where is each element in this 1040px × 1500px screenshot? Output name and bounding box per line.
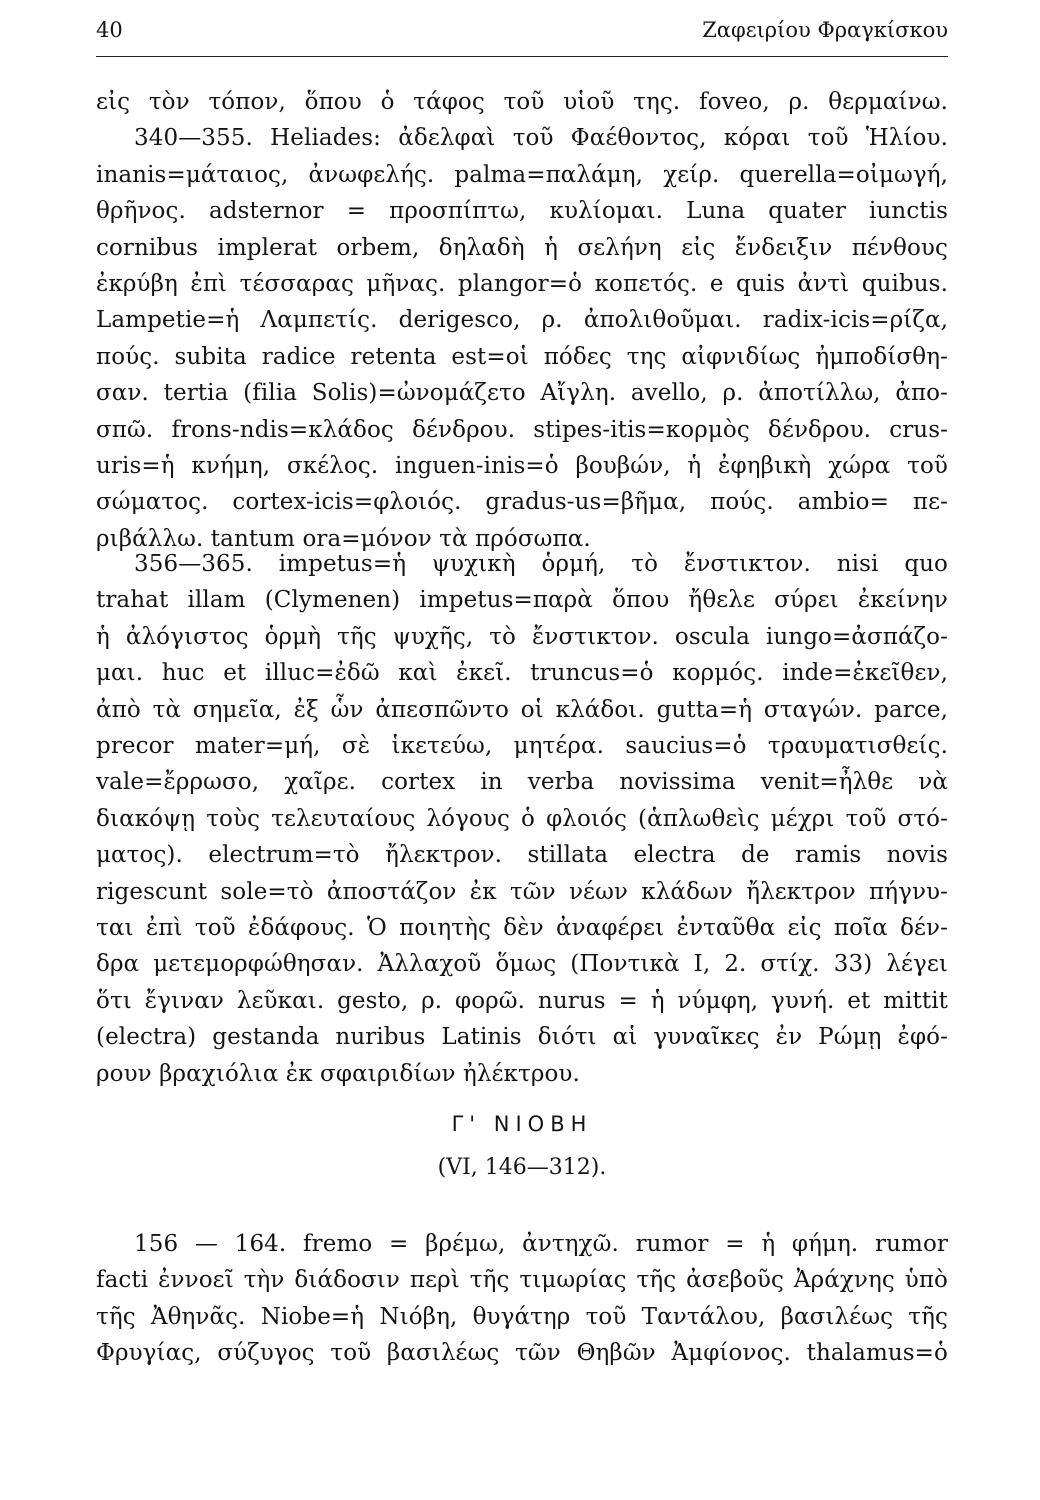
text-line: σώματος. cortex-icis=φλοιός. gradus-us=βῆμα, πούς. ambio= πε- bbox=[96, 489, 948, 516]
text-line: μαι. huc et illuc=ἐδῶ καὶ ἐκεῖ. truncus=ὁ κορμός. inde=ἐκεῖθεν, bbox=[96, 660, 948, 687]
text-line: precor mater=μή, σὲ ἱκετεύω, μητέρα. saucius=ὁ τραυματισθείς. bbox=[96, 733, 948, 760]
text-line: ρουν βραχιόλια ἐκ σφαιριδίων ἠλέκτρου. bbox=[96, 1060, 580, 1087]
text-line: uris=ἡ κνήμη, σκέλος. inguen-inis=ὁ βουβών, ἡ ἐφηβικὴ χώρα τοῦ bbox=[96, 453, 948, 480]
text-line: rigescunt sole=τὸ ἀποστάζον ἐκ τῶν νέων κλάδων ἤλεκτρον πήγνυ- bbox=[96, 878, 948, 905]
paragraph-340-355 bbox=[96, 84, 948, 557]
text-line: (electra) gestanda nuribus Latinis διότι αἱ γυναῖκες ἐν Ρώμῃ ἐφό- bbox=[96, 1024, 948, 1051]
text-line: 356—365. impetus=ἡ ψυχικὴ ὁρμή, τὸ ἔνστικτον. nisi quo bbox=[134, 551, 948, 577]
text-line: Lampetie=ἡ Λαμπετίς. derigesco, ρ. ἀπολιθοῦμαι. radix-icis=ρίζα, bbox=[96, 307, 948, 334]
text-line: inanis=μάταιος, ἀνωφελής. palma=παλάμη, χείρ. querella=οἰμωγή, bbox=[96, 161, 948, 188]
text-line: 340—355. Heliades: ἀδελφαὶ τοῦ Φαέθοντος, κόραι τοῦ Ἡλίου. bbox=[134, 125, 948, 152]
text-line: θρῆνος. adsternor = προσπίπτω, κυλίομαι. Luna quater iunctis bbox=[96, 198, 948, 225]
text-line: ματος). electrum=τὸ ἤλεκτρον. stillata electra de ramis novis bbox=[96, 842, 948, 869]
text-line: facti ἐννοεῖ τὴν διάδοσιν περὶ τῆς τιμωρίας τῆς ἀσεβοῦς Ἀράχνης ὑπὸ bbox=[96, 1267, 948, 1294]
header-rule bbox=[96, 56, 948, 57]
section-subtitle: (VI, 146—312). bbox=[437, 1155, 607, 1180]
text-line: trahat illam (Clymenen) impetus=παρὰ ὅπου ἤθελε σύρει ἐκείνην bbox=[96, 587, 948, 614]
page-header bbox=[96, 18, 948, 52]
text-line: ται ἐπὶ τοῦ ἐδάφους. Ὁ ποιητὴς δὲν ἀναφέρει ἐνταῦθα εἰς ποῖα δέν- bbox=[96, 915, 948, 942]
text-line: ὅτι ἔγιναν λεῦκαι. gesto, ρ. φορῶ. nurus = ἡ νύμφη, γυνή. et mittit bbox=[96, 987, 948, 1014]
text-line: σαν. tertia (filia Solis)=ὠνομάζετο Αἴγλη. avello, ρ. ἀποτίλλω, ἀπο- bbox=[96, 380, 948, 407]
text-line: εἰς τὸν τόπον, ὅπου ὁ τάφος τοῦ υἱοῦ της. foveo, ρ. θερμαίνω. bbox=[96, 89, 948, 115]
text-line: σπῶ. frons-ndis=κλάδος δένδρου. stipes-itis=κορμὸς δένδρου. crus- bbox=[96, 416, 948, 443]
running-title: Ζαφειρίου Φραγκίσκου bbox=[702, 18, 948, 42]
text-line: Φρυγίας, σύζυγος τοῦ βασιλέως τῶν Θηβῶν Ἀμφίονος. thalamus=ὁ bbox=[96, 1340, 948, 1367]
text-line: ριβάλλω. tantum ora=μόνον τὰ πρόσωπα. bbox=[96, 525, 591, 552]
text-line: τῆς Ἀθηνᾶς. Niobe=ἡ Νιόβη, θυγάτηρ τοῦ Ταντάλου, βασιλέως τῆς bbox=[96, 1303, 948, 1330]
text-line: ἀπὸ τὰ σημεῖα, ἐξ ὧν ἀπεσπῶντο οἱ κλάδοι. gutta=ἡ σταγών. parce, bbox=[96, 696, 948, 723]
text-line: διακόψῃ τοὺς τελευταίους λόγους ὁ φλοιός (ἁπλωθεὶς μέχρι τοῦ στό- bbox=[96, 805, 948, 832]
text-line: 156 — 164. fremo = βρέμω, ἀντηχῶ. rumor = ἡ φήμη. rumor bbox=[134, 1231, 948, 1257]
text-line: ἡ ἀλόγιστος ὁρμὴ τῆς ψυχῆς, τὸ ἔνστικτον. oscula iungo=ἀσπάζο- bbox=[96, 623, 948, 650]
text-line: δρα μετεμορφώθησαν. Ἀλλαχοῦ ὅμως (Ποντικὰ Ι, 2. στίχ. 33) λέγει bbox=[96, 951, 948, 978]
text-line: cornibus implerat orbem, δηλαδὴ ἡ σελήνη εἰς ἔνδειξιν πένθους bbox=[96, 234, 948, 261]
text-line: vale=ἔρρωσο, χαῖρε. cortex in verba novissima venit=ἦλθε νὰ bbox=[96, 769, 948, 796]
section-title: Γ' ΝΙΟΒΗ bbox=[451, 1112, 593, 1136]
text-line: ἐκρύβη ἐπὶ τέσσαρας μῆνας. plangor=ὁ κοπετός. e quis ἀντὶ quibus. bbox=[96, 271, 948, 298]
text-line: πούς. subita radice retenta est=οἱ πόδες της αἰφνιδίως ἠμποδίσθη- bbox=[96, 343, 948, 370]
paragraph-356-365 bbox=[96, 546, 948, 1092]
page-number: 40 bbox=[96, 18, 123, 42]
paragraph-156-164 bbox=[96, 1226, 948, 1372]
